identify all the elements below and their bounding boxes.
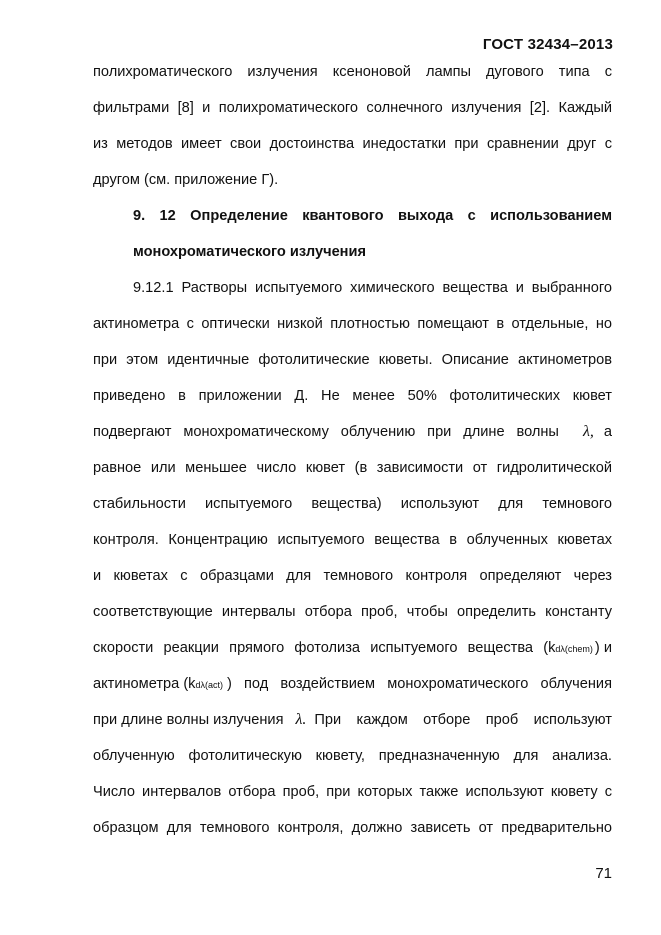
paragraph-line: 9.12.1 Растворы испытуемого химического вещества и выбранного	[133, 280, 612, 296]
paragraph-line: из методов имеет свои достоинства инедостатки при сравнении друг с	[93, 136, 612, 152]
rate-constant-subscript: dλ(act)	[195, 680, 223, 690]
line-text-end: ) под воздействием монохроматического облучения	[227, 676, 612, 692]
line-text: скорости реакции прямого фотолиза испытуемого вещества (k	[93, 640, 556, 656]
paragraph-line: стабильности испытуемого вещества) используют для темнового	[93, 496, 612, 512]
line-text: подвергают монохроматическому облучению при длине волны	[93, 424, 559, 440]
paragraph-line: при этом идентичные фотолитические кюветы. Описание актинометров	[93, 352, 612, 368]
paragraph-line: контроля. Концентрацию испытуемого вещества в облученных кюветах	[93, 532, 612, 548]
paragraph-line	[93, 711, 612, 729]
paragraph-line: актинометра с оптически низкой плотностью помещают в отдельные, но	[93, 316, 612, 332]
paragraph-line	[93, 639, 612, 658]
paragraph-line: и кюветах с образцами для темнового контроля определяют через	[93, 568, 612, 584]
section-heading: 9. 12 Определение квантового выхода с использованием	[133, 208, 612, 224]
paragraph-line	[93, 675, 612, 694]
line-text: при длине волны излучения	[93, 712, 284, 728]
paragraph-line: Число интервалов отбора проб, при которых также используют кювету с	[93, 784, 612, 800]
paragraph-line: образцом для темнового контроля, должно зависеть от предварительно	[93, 820, 612, 836]
section-heading-cont: монохроматического излучения	[133, 244, 366, 260]
line-text-end: ) и	[594, 640, 612, 656]
line-text: актинометра (k	[93, 676, 196, 692]
paragraph-line: приведено в приложении Д. Не менее 50% фотолитических кювет	[93, 388, 612, 404]
standard-header: ГОСТ 32434–2013	[482, 36, 613, 53]
paragraph-line: равное или меньшее число кювет (в зависимости от гидролитической	[93, 460, 612, 476]
line-text-end: а	[603, 424, 612, 440]
paragraph-line: полихроматического излучения ксеноновой лампы дугового типа с	[93, 64, 612, 80]
paragraph-line: фильтрами [8] и полихроматического солнечного излучения [2]. Каждый	[93, 100, 612, 116]
paragraph-line: соответствующие интервалы отбора проб, чтобы определить константу	[93, 604, 612, 620]
lambda-symbol: λ.	[295, 711, 307, 728]
rate-constant-subscript: dλ(chem)	[555, 644, 593, 654]
paragraph-line: другом (см. приложение Г).	[93, 172, 279, 188]
line-text-end: При каждом отборе проб используют	[314, 712, 612, 728]
paragraph-line	[93, 423, 612, 441]
page-number: 71	[595, 865, 612, 882]
lambda-symbol: λ,	[582, 423, 594, 440]
paragraph-line: облученную фотолитическую кювету, предназначенную для анализа.	[93, 748, 612, 764]
